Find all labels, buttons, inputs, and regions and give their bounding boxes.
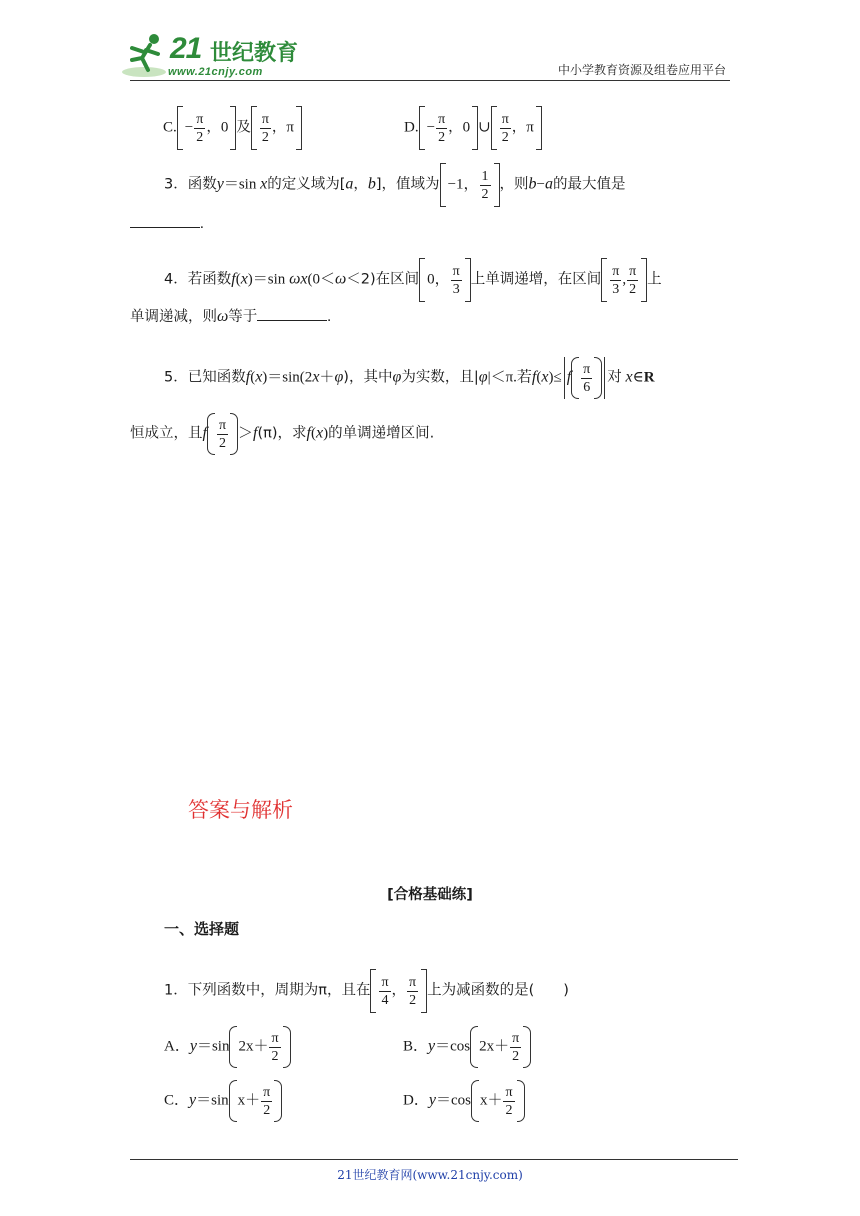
question-3-blank: . — [130, 213, 204, 235]
answer-blank[interactable] — [257, 306, 327, 321]
option-c: C. − $\frac{\pi}{2}$ ，0 及 $\frac{\pi}{2}$ ，π — [163, 106, 302, 150]
logo-number: 21 — [170, 32, 202, 65]
footer-divider — [130, 1159, 738, 1160]
choice-c[interactable]: C．y＝sin x＋ $\frac{\pi}{2}$ — [164, 1080, 282, 1122]
choice-b[interactable]: B．y＝cos 2x＋ $\frac{\pi}{2}$ — [403, 1026, 531, 1068]
section-heading: [合格基础练] — [387, 887, 473, 903]
question-4-line2: 单调递减，则ω等于 . — [130, 308, 332, 325]
logo-text: 世纪教育 — [210, 41, 299, 66]
footer-link[interactable]: 21世纪教育网(www.21cnjy.com) — [337, 1168, 523, 1182]
answer-question-1: 1．下列函数中，周期为π，且在 $\frac{\pi}{4}$ ， $\frac{\pi}{2}$ 上为减函数的是( ) — [164, 969, 569, 1013]
choice-d[interactable]: D．y＝cos x＋ $\frac{\pi}{2}$ — [403, 1080, 525, 1122]
part-heading: 一、选择题 — [164, 920, 240, 938]
logo-url: www.21cnjy.com — [168, 66, 263, 78]
option-d: D. − $\frac{\pi}{2}$ ，0 ∪ $\frac{\pi}{2}$ ，π — [404, 106, 542, 150]
site-logo — [120, 30, 300, 80]
header-divider — [130, 80, 730, 81]
question-5: 5．已知函数f(x)＝sin(2x＋φ)，其中φ为实数，且|φ|＜π.若f(x)≤ f $\frac{\pi}{6}$ 对 x∈R — [164, 357, 655, 399]
header-platform-text: 中小学教育资源及组卷应用平台 — [557, 63, 726, 77]
answer-section-title: 答案与解析 — [188, 798, 293, 822]
answer-blank[interactable] — [130, 213, 200, 228]
choice-a[interactable]: A．y＝sin 2x＋ $\frac{\pi}{2}$ — [164, 1026, 291, 1068]
question-3: 3．函数y＝sin x的定义域为[a，b]，值域为 −1， $\frac{1}{2}$ ，则b−a的最大值是 — [164, 163, 626, 207]
question-5-line2: 恒成立，且f $\frac{\pi}{2}$ ＞f(π)，求f(x)的单调递增区间. — [130, 413, 434, 455]
question-4: 4．若函数f(x)＝sin ωx(0＜ω＜2)在区间 0， $\frac{\pi}{3}$ 上单调递增，在区间 $\frac{\pi}{3}$ , $\frac{\pi}{2}$ 上 — [164, 258, 662, 302]
